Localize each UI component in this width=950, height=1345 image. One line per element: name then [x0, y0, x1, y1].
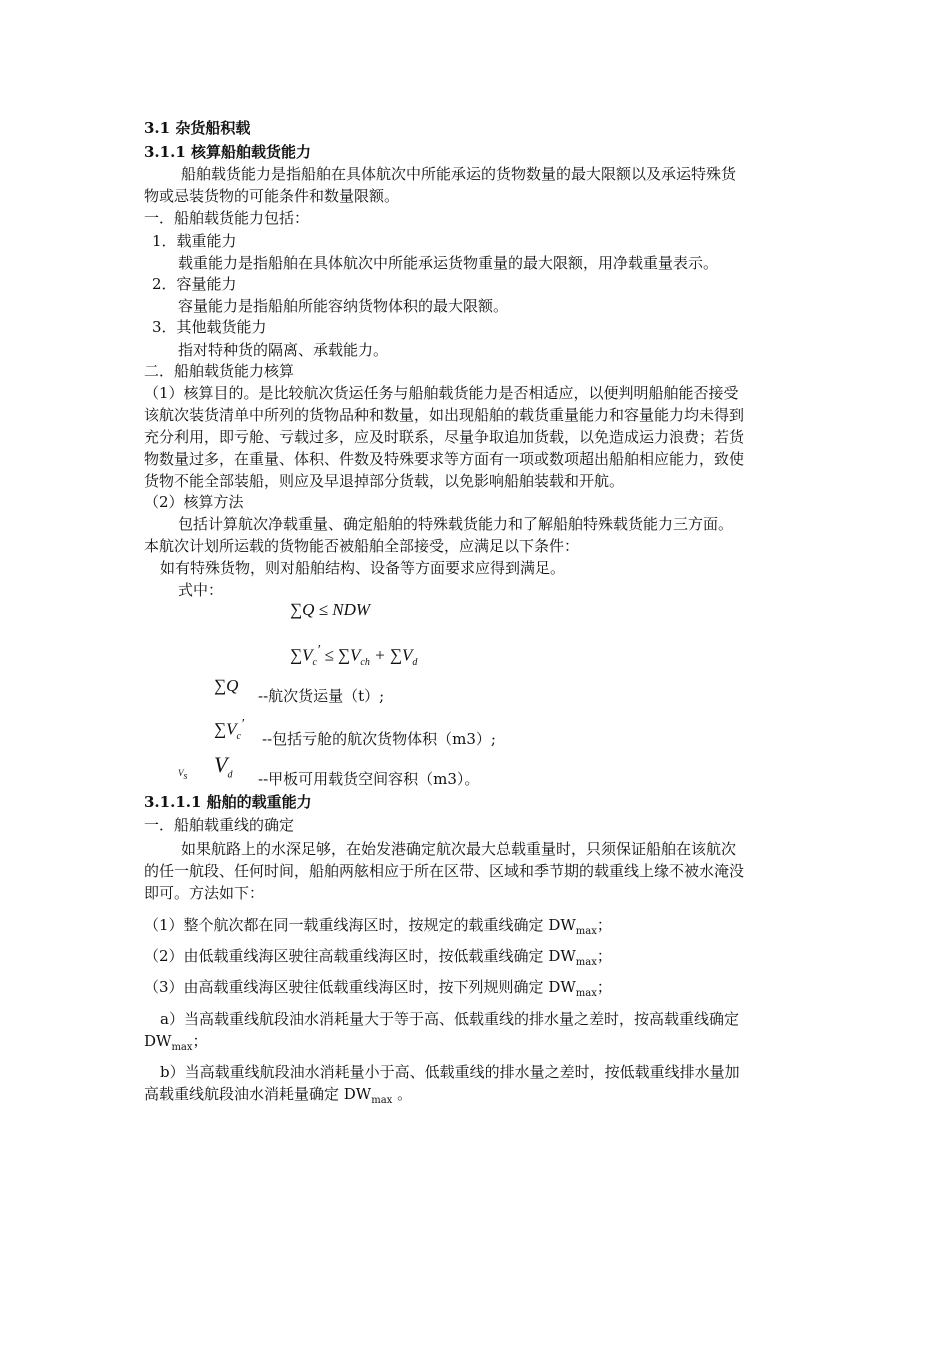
rule-3-end: ；	[596, 978, 612, 996]
formula-sub-d: d	[412, 657, 418, 669]
loadline-line-2: 的任一航段、任何时间，船舶两舷相应于所在区带、区域和季节期的载重线上缘不被水淹没	[144, 862, 745, 880]
item1-title: 1．载重能力	[152, 232, 237, 250]
rule-a-line-2	[144, 1030, 208, 1059]
method-title: （2）核算方法	[144, 493, 244, 511]
formula-sub-ch: ch	[360, 657, 370, 669]
intro-line-1: 船舶载货能力是指船舶在具体航次中所能承运的货物数量的最大限额以及承运特殊货	[181, 165, 737, 183]
symbol-vc-sub: c	[236, 731, 241, 743]
formula-volume-plus: + ∑V	[369, 645, 413, 665]
rule-b-line-1: b）当高载重线航段油水消耗量小于高、低载重线的排水量之差时，按低载重线排水量加	[160, 1063, 740, 1081]
loadline-line-3: 即可。方法如下：	[144, 884, 265, 902]
item3-text: 指对特种货的隔离、承载能力。	[178, 341, 389, 359]
method-line-2: 本航次计划所运载的货物能否被船舶全部接受，应满足以下条件：	[144, 537, 580, 555]
item1-text: 载重能力是指船舶在具体航次中所能承运货物重量的最大限额，用净载重量表示。	[178, 254, 719, 272]
method-line-3: 如有特殊货物，则对船舶结构、设备等方面要求应得到满足。	[160, 559, 566, 577]
symbol-q-text: ∑Q	[214, 676, 239, 695]
method-line-1: 包括计算航次净载重量、确定船舶的特殊载货能力和了解船舶特殊载货能力三方面。	[178, 515, 734, 533]
symbol-vd-sub: d	[227, 769, 233, 781]
subsubsection-heading: 3.1.1.1 船舶的载重能力	[144, 793, 312, 811]
rule-a-end: ；	[192, 1032, 208, 1050]
formula-prime: ′	[316, 642, 321, 658]
purpose-line-1: （1）核算目的。是比较航次货运任务与船舶载货能力是否相适应，以便判明船舶能否接受	[144, 384, 739, 402]
purpose-line-4: 物数量过多，在重量、体积、件数及特殊要求等方面有一项或数项超出船舶相应能力，致使	[144, 450, 745, 468]
rule-b-text: 高载重线航段油水消耗量确定 DW	[144, 1085, 372, 1103]
rule-a-line-1: a）当高载重线航段油水消耗量大于等于高、低载重线的排水量之差时，按高载重线确定	[160, 1010, 739, 1028]
symbol-q	[214, 676, 238, 696]
definition-vd: --甲板可用载货空间容积（m3）。	[258, 770, 480, 788]
formula-weight-text: ∑Q ≤ NDW	[290, 600, 371, 619]
rule-a-sub: max	[171, 1042, 193, 1053]
purpose-line-2: 该航次装货清单中所列的货物品种和数量，如出现船舶的载货重量能力和容量能力均未得到	[144, 406, 745, 424]
rule-3	[144, 976, 612, 1005]
purpose-line-3: 充分利用，即亏舱、亏载过多，应及时联系，尽量争取追加货载，以免造成运力浪费；若货	[144, 428, 745, 446]
definition-q: --航次货运量（t）;	[258, 687, 385, 705]
item2-title: 2．容量能力	[152, 275, 237, 293]
rule-b-sub: max	[371, 1095, 393, 1106]
rule-2	[144, 945, 612, 974]
symbol-vd-text: V	[214, 752, 228, 777]
symbol-vc-prime: ′	[240, 716, 245, 732]
formula-volume	[290, 642, 417, 668]
loadline-title: 一．船舶载重线的确定	[144, 816, 295, 834]
rule-b-line-2	[144, 1083, 412, 1112]
symbol-vc	[214, 716, 244, 742]
symbol-vs-sub: s	[183, 770, 188, 782]
subsection-heading: 3.1.1 核算船舶载货能力	[144, 143, 311, 161]
item2-text: 容量能力是指船舶所能容纳货物体积的最大限额。	[178, 297, 509, 315]
list-title-capacity: 一．船舶载货能力包括：	[144, 209, 310, 227]
symbol-vs-text: V	[178, 768, 184, 778]
rule-2-end: ；	[596, 947, 612, 965]
rule-2-sub: max	[575, 957, 597, 968]
rule-1	[144, 914, 612, 943]
formula-sub-c: c	[312, 657, 317, 669]
symbol-vc-text: ∑V	[214, 719, 237, 739]
rule-b-end: 。	[392, 1085, 413, 1103]
rule-3-text: （3）由高载重线海区驶往低载重线海区时，按下列规则确定 DW	[144, 978, 576, 996]
rule-1-text: （1）整个航次都在同一载重线海区时，按规定的载重线确定 DW	[144, 916, 576, 934]
formula-weight	[290, 600, 370, 620]
rule-1-end: ；	[596, 916, 612, 934]
rule-2-text: （2）由低载重线海区驶往高载重线海区时，按低载重线确定 DW	[144, 947, 576, 965]
rule-3-sub: max	[575, 988, 597, 999]
definition-vc: --包括亏舱的航次货物体积（m3）;	[262, 730, 496, 748]
section-heading: 3.1 杂货船积载	[144, 119, 251, 137]
rule-a-dw: DW	[144, 1032, 172, 1050]
purpose-line-5: 货物不能全部装船，则应及早退掉部分货载，以免影响船舶装载和开航。	[144, 472, 625, 490]
formula-intro: 式中：	[178, 581, 224, 599]
loadline-line-1: 如果航路上的水深足够，在始发港确定航次最大总载重量时，只须保证船舶在该航次	[181, 840, 737, 858]
formula-volume-op: ≤ ∑V	[320, 645, 361, 665]
item3-title: 3．其他载货能力	[152, 318, 267, 336]
intro-line-2: 物或忌装货物的可能条件和数量限额。	[144, 187, 400, 205]
rule-1-sub: max	[575, 926, 597, 937]
symbol-vd	[214, 752, 232, 780]
formula-volume-lhs: ∑V	[290, 645, 313, 665]
symbol-vs	[178, 768, 187, 782]
list-title-check: 二．船舶载货能力核算	[144, 362, 295, 380]
